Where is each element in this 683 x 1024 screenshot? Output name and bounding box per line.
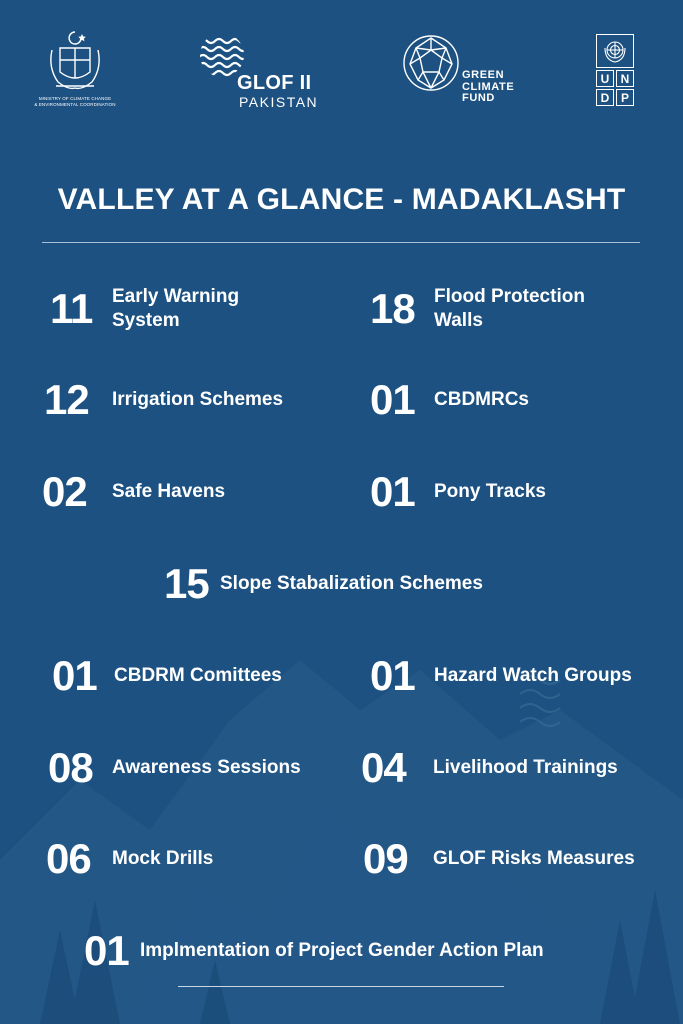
un-emblem-icon bbox=[596, 34, 634, 68]
stat-hazard-watch bbox=[370, 652, 632, 700]
stat-label: Livelihood Trainings bbox=[433, 757, 618, 778]
stat-number: 01 bbox=[84, 927, 129, 974]
stat-number: 09 bbox=[363, 835, 408, 882]
stat-number: 08 bbox=[48, 744, 93, 791]
stat-livelihood-trainings bbox=[361, 744, 618, 792]
stat-label: Pony Tracks bbox=[434, 481, 546, 502]
title-divider bbox=[42, 242, 640, 243]
glof-subtitle: PAKISTAN bbox=[239, 94, 319, 110]
stat-number: 01 bbox=[370, 652, 415, 699]
stat-number: 01 bbox=[370, 468, 415, 515]
stat-flood-protection bbox=[370, 285, 585, 333]
stat-number: 01 bbox=[52, 652, 97, 699]
undp-logo bbox=[596, 34, 634, 106]
stat-label: Safe Havens bbox=[112, 481, 226, 502]
stat-label: Early Warning System bbox=[112, 286, 240, 331]
stat-label: Mock Drills bbox=[112, 848, 214, 869]
stat-safe-havens bbox=[42, 468, 225, 516]
stat-early-warning bbox=[50, 285, 239, 333]
stat-label: Irrigation Schemes bbox=[112, 389, 284, 410]
stat-label: Implmentation of Project Gender Action Plan bbox=[140, 940, 544, 961]
stat-number: 15 bbox=[164, 560, 209, 607]
stat-irrigation bbox=[44, 376, 283, 424]
stat-number: 11 bbox=[50, 285, 93, 332]
stat-label: CBDRM Comittees bbox=[114, 665, 282, 686]
stat-cbdrm-comittees bbox=[52, 652, 282, 700]
glof-ii-pakistan-logo bbox=[195, 32, 325, 112]
stat-cbdmrcs bbox=[370, 376, 529, 424]
ministry-climate-change-logo bbox=[30, 28, 120, 118]
glof-title: GLOF II bbox=[237, 72, 312, 94]
geodesic-globe-icon bbox=[402, 34, 460, 92]
stat-number: 01 bbox=[370, 376, 415, 423]
stat-number: 18 bbox=[370, 285, 415, 332]
stat-awareness-sessions bbox=[48, 744, 301, 792]
stat-slope-stabalization bbox=[164, 560, 483, 608]
stat-number: 12 bbox=[44, 376, 89, 423]
undp-letter-u: U bbox=[596, 70, 614, 87]
undp-letter-p: P bbox=[616, 89, 634, 106]
green-climate-fund-logo bbox=[400, 34, 530, 114]
stat-label: CBDMRCs bbox=[434, 389, 529, 410]
pakistan-emblem-icon bbox=[46, 28, 104, 94]
stat-label: Awareness Sessions bbox=[112, 757, 301, 778]
gcf-text: GREEN CLIMATE FUND bbox=[462, 69, 515, 104]
stat-gender-action-plan bbox=[84, 927, 544, 975]
undp-letter-d: D bbox=[596, 89, 614, 106]
stat-number: 02 bbox=[42, 468, 87, 515]
stat-mock-drills bbox=[46, 835, 213, 883]
page-title: VALLEY AT A GLANCE - MADAKLASHT bbox=[57, 183, 626, 216]
stat-number: 04 bbox=[361, 744, 406, 791]
stat-glof-risks bbox=[363, 835, 635, 883]
stat-number: 06 bbox=[46, 835, 91, 882]
ministry-caption: MINISTRY OF CLIMATE CHANGE & ENVIRONMENTAL COORDINATION bbox=[34, 96, 116, 107]
stat-label: Slope Stabalization Schemes bbox=[220, 573, 483, 594]
footer-divider bbox=[178, 986, 504, 987]
stat-pony-tracks bbox=[370, 468, 546, 516]
undp-letter-n: N bbox=[616, 70, 634, 87]
stat-label: Hazard Watch Groups bbox=[434, 665, 632, 686]
stat-label: Flood Protection Walls bbox=[434, 286, 585, 331]
stat-label: GLOF Risks Measures bbox=[433, 848, 635, 869]
